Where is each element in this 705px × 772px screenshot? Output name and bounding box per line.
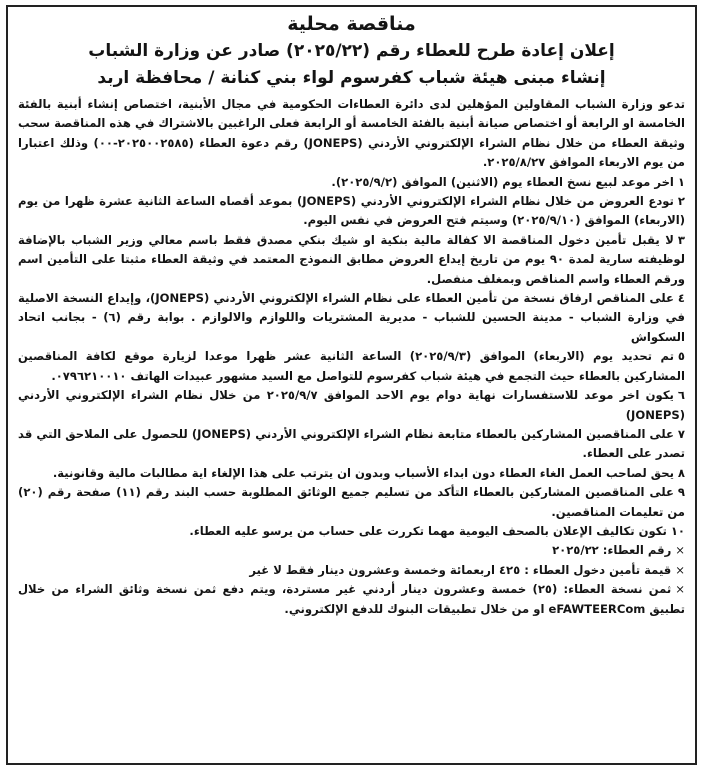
numbered-item <box>18 425 685 464</box>
announcement-body <box>8 7 695 619</box>
numbered-item <box>18 522 685 541</box>
headline-line-1: إعلان إعادة طرح للعطاء رقم (٢٠٢٥/٢٢) صادر عن وزارة الشباب <box>88 41 615 61</box>
bullet-mark: × <box>675 543 685 558</box>
item-number: ٥ <box>677 349 685 364</box>
bullet-mark: × <box>675 582 685 597</box>
numbered-item <box>18 347 685 386</box>
item-number: ٨ <box>677 465 685 480</box>
details-list <box>18 541 685 619</box>
numbered-item <box>18 289 685 347</box>
numbered-item <box>18 231 685 289</box>
intro-paragraph: تدعو وزارة الشباب المقاولين المؤهلين لدى دائرة العطاءات الحكومية في مجال الأبنية، اختصاص إنشاء أبنية بالفئة الخامسة او الرابعة أو اختصاص صيانة أبنية بالفئة الخامسة أو الرابعة فعلى الراغبين بالاشتراك في هذه المناقصة سحب وثيقة العطاء من خلال نظام الشراء الإلكتروني الأردني (JONEPS) رقم دعوة العطاء (٢٠٢٥٠٠٢٥٨٥-٠٠) وذلك اعتبارا من يوم الاربعاء الموافق ٢٠٢٥/٨/٢٧. <box>18 97 685 170</box>
item-number: ٩ <box>677 485 685 500</box>
list-item <box>18 580 685 619</box>
item-text: يحق لصاحب العمل الغاء العطاء دون ابداء الأسباب وبدون ان يترتب على هذا الإلغاء اية مطالبات مالية وقانونية. <box>52 465 674 480</box>
bullet-mark: × <box>675 562 685 577</box>
numbered-item <box>18 173 685 192</box>
numbered-item <box>18 464 685 483</box>
item-text: تم تحديد يوم (الاربعاء) الموافق (٢٠٢٥/٩/٣) الساعة الثانية عشر ظهرا موعدا لزيارة موقع لكافة المناقصين المشاركين بالعطاء حيث التجمع في هيئة شباب كفرسوم للتواصل مع السيد مشهور عبيدات الهاتف ٠٧٩٦٢١٠٠١٠. <box>18 349 685 383</box>
numbered-items <box>18 173 685 542</box>
item-number: ٦ <box>677 388 685 403</box>
item-text: على المناقص ارفاق نسخة من تأمين العطاء على نظام الشراء الإلكتروني الأردني (JONEPS)، وإيداع النسخة الاصلية في وزارة الشباب - مدينة الحسين للشباب - مديرية المشتريات واللوازم والالوازم . بوابة رقم (٦) - بجانب اتحاد السكواش <box>18 291 685 344</box>
item-number: ٧ <box>677 426 685 441</box>
announcement-frame <box>6 5 697 765</box>
list-item-text: قيمة تأمين دخول العطاء : ٤٢٥ اربعمائة وخمسة وعشرون دينار فقط لا غير <box>249 562 672 577</box>
numbered-item <box>18 386 685 425</box>
list-item-text: ثمن نسخة العطاء: (٢٥) خمسة وعشرون دينار أردني غير مستردة، ويتم دفع ثمن نسخة وثائق الشراء من خلال تطبيق eFAWTEERCom او من خلال تطبيقات البنوك للدفع الإلكتروني. <box>18 582 685 616</box>
headline-line-2: إنشاء مبنى هيئة شباب كفرسوم لواء بني كنانة / محافظة اربد <box>97 68 606 88</box>
list-item-text: رقم العطاء: ٢٠٢٥/٢٢ <box>552 543 672 558</box>
item-text: على المناقصين المشاركين بالعطاء متابعة نظام الشراء الإلكتروني الأردني (JONEPS) للحصول على الملاحق التي قد تصدر على العطاء. <box>18 426 685 461</box>
item-text: على المناقصين المشاركين بالعطاء التأكد من تسليم جميع الوثائق المطلوبة حسب البند رقم (١١) صفحة رقم (٢٠) من تعليمات المناقصين. <box>18 485 685 519</box>
item-number: ٤ <box>677 291 685 306</box>
list-item <box>18 541 685 560</box>
item-text: تودع العروض من خلال نظام الشراء الإلكتروني الأردني (JONEPS) بموعد أقصاه الساعة الثانية عشرة ظهرا من يوم (الاربعاء) الموافق (٢٠٢٥/٩/١٠) وسيتم فتح العروض في نفس اليوم. <box>18 194 685 228</box>
item-number: ١ <box>677 174 685 189</box>
page-title: مناقصة محلية <box>287 13 416 35</box>
item-text: تكون تكاليف الإعلان بالصحف اليومية مهما تكررت على حساب من يرسو عليه العطاء. <box>189 523 667 538</box>
item-number: ١٠ <box>670 523 685 538</box>
numbered-item <box>18 192 685 231</box>
list-item <box>18 561 685 580</box>
item-text: اخر موعد لبيع نسخ العطاء يوم (الاثنين) الموافق (٢٠٢٥/٩/٢). <box>331 174 674 189</box>
item-number: ٣ <box>677 232 685 247</box>
item-number: ٢ <box>677 194 685 209</box>
item-text: يكون اخر موعد للاستفسارات نهاية دوام يوم الاحد الموافق ٢٠٢٥/٩/٧ من خلال نظام الشراء الإلكتروني الأردني (JONEPS) <box>18 388 685 422</box>
numbered-item <box>18 483 685 522</box>
item-text: لا يقبل تأمين دخول المناقصة الا كفالة مالية بنكية او شيك بنكي مصدق فقط باسم معالي وزير الشباب بالإضافة لوظيفته سارية لمدة ٩٠ يوم من تاريخ إيداع العروض مطابق النموذج المعتمد في وثيقة العطاء مثبتا على التأمين اسم ورقم العطاء واسم المناقص وبمغلف منفصل. <box>18 232 685 286</box>
